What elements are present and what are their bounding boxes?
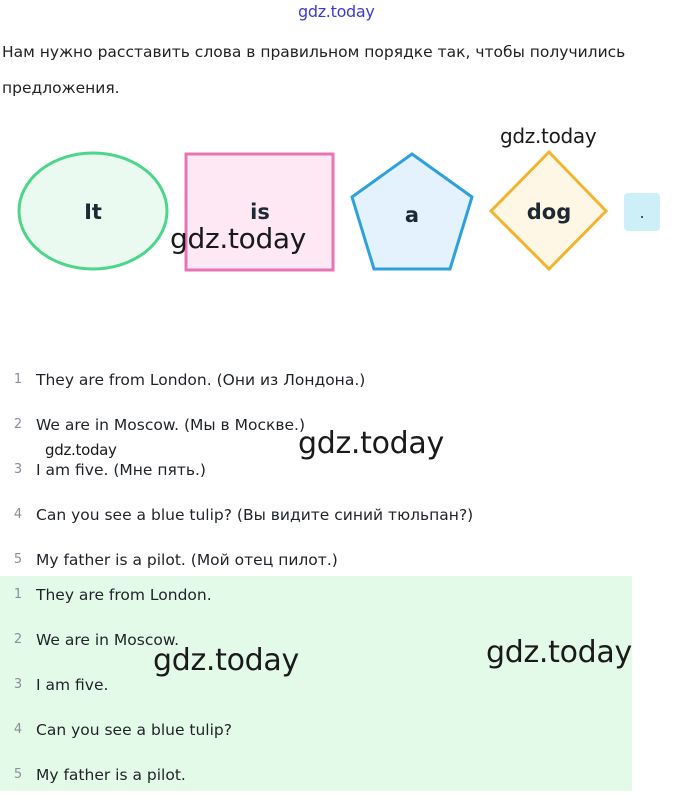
item-number: 1: [13, 587, 23, 602]
item-number: 4: [13, 722, 23, 737]
item-text: My father is a pilot.: [36, 765, 186, 784]
word-a: a: [404, 203, 420, 227]
list-item: [0, 572, 212, 617]
watermark-list-small: gdz.today: [45, 441, 117, 459]
item-text: I am five. (Мне пять.): [36, 460, 206, 479]
item-text: I am five.: [36, 675, 109, 694]
item-text: We are in Moscow.: [36, 630, 180, 649]
word-is: is: [250, 200, 270, 224]
item-number: 3: [13, 462, 23, 477]
word-shapes: [0, 140, 680, 290]
item-text: They are from London. (Они из Лондона.): [36, 370, 366, 389]
watermark-shapes-right: gdz.today: [500, 124, 597, 148]
item-number: 1: [13, 372, 23, 387]
watermark-top: gdz.today: [298, 2, 375, 21]
word-dog: dog: [526, 200, 572, 224]
punctuation-tile: .: [624, 193, 660, 231]
intro-text: Нам нужно расставить слова в правильном порядке так, чтобы получились предложения.: [2, 43, 626, 97]
list-item: [0, 707, 232, 752]
watermark-list-large: gdz.today: [298, 426, 444, 461]
item-text: Can you see a blue tulip? (Вы видите синий тюльпан?): [36, 505, 474, 524]
item-number: 5: [13, 552, 23, 567]
watermark-shapes-center: gdz.today: [170, 222, 307, 255]
item-number: 4: [13, 507, 23, 522]
item-text: Can you see a blue tulip?: [36, 720, 232, 739]
item-number: 2: [13, 417, 23, 432]
list-item: [0, 492, 473, 537]
item-text: My father is a pilot. (Мой отец пилот.): [36, 550, 338, 569]
item-number: 5: [13, 767, 23, 782]
watermark-answers-left: gdz.today: [153, 643, 299, 678]
item-text: They are from London.: [36, 585, 212, 604]
item-text: We are in Moscow. (Мы в Москве.): [36, 415, 306, 434]
list-item: [0, 662, 108, 707]
item-number: 2: [13, 632, 23, 647]
word-it: It: [84, 200, 102, 224]
list-item: [0, 357, 365, 402]
list-item: [0, 752, 186, 797]
watermark-answers-right: gdz.today: [486, 635, 632, 670]
item-number: 3: [13, 677, 23, 692]
